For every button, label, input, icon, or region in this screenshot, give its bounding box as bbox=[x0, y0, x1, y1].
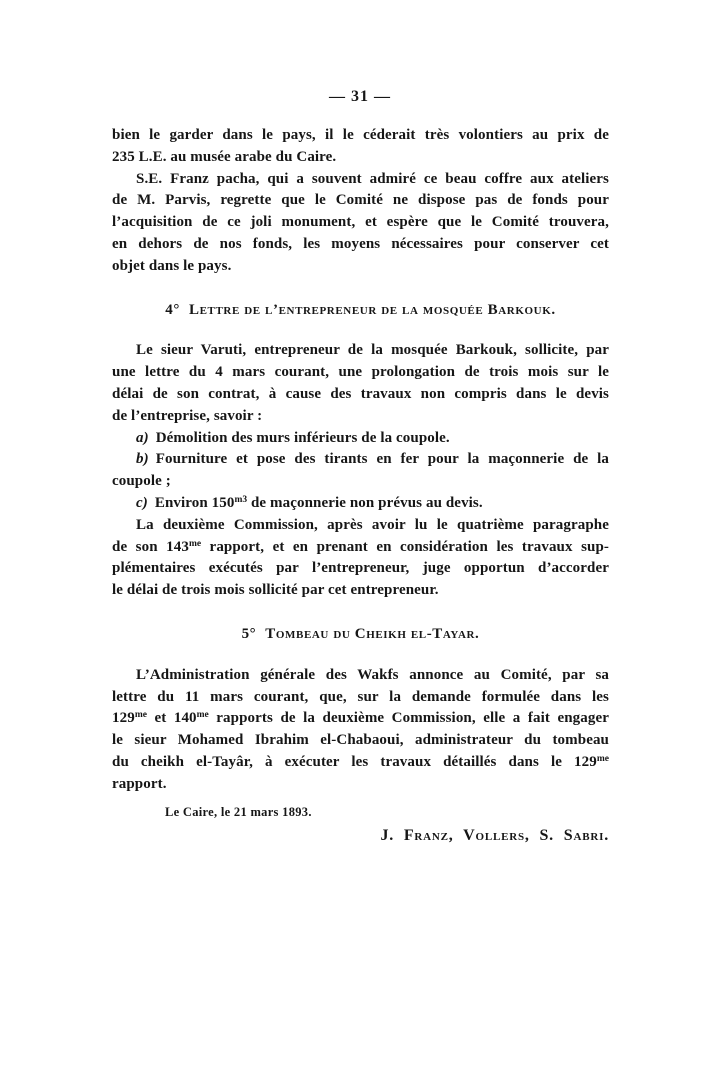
text-line: en dehors de nos fonds, les moyens nécessaires pour conserver cet bbox=[112, 235, 609, 252]
text-segment: rapport, et en prenant en considération les travaux sup- bbox=[201, 538, 609, 555]
text-line: bien le garder dans le pays, il le céderait très volontiers au prix de bbox=[112, 127, 609, 143]
text-segment: rapports de la deuxième Commission, elle a fait engager bbox=[208, 710, 609, 727]
text-line bbox=[112, 708, 609, 730]
text-segment: Fourniture et pose des tirants en fer pour la maçonnerie de la bbox=[155, 451, 609, 468]
superscript-ordinal: me bbox=[188, 538, 202, 549]
text-line: L’Administration générale des Wakfs annonce au Comité, par sa bbox=[136, 666, 609, 683]
section-number: 4° bbox=[165, 301, 180, 318]
superscript-unit: m3 bbox=[234, 494, 248, 505]
list-marker: c) bbox=[136, 494, 148, 511]
paragraph-franz-pacha bbox=[112, 169, 609, 278]
text-line: de l’entreprise, savoir : bbox=[112, 407, 263, 424]
section-title: Lettre de l’entrepreneur de la mosquée Barkouk. bbox=[188, 301, 556, 318]
text-line: délai de son contrat, à cause des travaux non compris dans le devis bbox=[112, 385, 609, 402]
paragraph-commission-decision bbox=[112, 515, 609, 602]
section-number: 5° bbox=[241, 625, 257, 642]
works-list bbox=[112, 428, 609, 515]
text-segment: de son 143 bbox=[112, 538, 189, 555]
list-item-c bbox=[112, 493, 609, 515]
paragraph-varuti-letter bbox=[112, 340, 609, 427]
signature-line: J. Franz, Vollers, S. Sabri. bbox=[380, 826, 609, 844]
text-line: La deuxième Commission, après avoir lu le quatrième paragraphe bbox=[136, 516, 609, 533]
text-segment: 129 bbox=[112, 710, 135, 727]
text-line: l’acquisition de ce joli monument, et espère que le Comité trouvera, bbox=[112, 214, 609, 231]
list-marker: b) bbox=[136, 451, 149, 468]
section-heading-4 bbox=[112, 300, 609, 322]
text-line: le délai de trois mois sollicité par cet entrepreneur. bbox=[112, 582, 439, 599]
text-line: de M. Parvis, regrette que le Comité ne dispose pas de fonds pour bbox=[112, 192, 609, 209]
text-segment: Démolition des murs inférieurs de la coupole. bbox=[155, 429, 450, 446]
text-line: rapport. bbox=[112, 775, 167, 792]
text-line: le sieur Mohamed Ibrahim el-Chabaoui, administrateur du tombeau bbox=[112, 732, 609, 749]
paragraph-coffer-price bbox=[112, 125, 609, 169]
text-line: 235 L.E. au musée arabe du Caire. bbox=[112, 148, 337, 165]
superscript-ordinal: me bbox=[596, 753, 609, 764]
list-item-a bbox=[112, 428, 609, 450]
text-line bbox=[112, 537, 609, 559]
list-item-b-continuation: coupole ; bbox=[112, 473, 171, 490]
text-column bbox=[112, 125, 609, 847]
text-line: Le sieur Varuti, entrepreneur de la mosquée Barkouk, sollicite, par bbox=[136, 342, 609, 359]
superscript-ordinal: me bbox=[134, 710, 147, 721]
text-line: plémentaires exécutés par l’entrepreneur, juge opportun d’accorder bbox=[112, 560, 609, 577]
paragraph-wakfs bbox=[112, 665, 609, 796]
text-line: objet dans le pays. bbox=[112, 257, 232, 274]
text-line: une lettre du 4 mars courant, une prolongation de trois mois sur le bbox=[112, 364, 609, 381]
text-line bbox=[112, 752, 609, 774]
text-line: S.E. Franz pacha, qui a souvent admiré ce beau coffre aux ateliers bbox=[136, 170, 609, 187]
text-segment: Environ 150 bbox=[154, 494, 235, 511]
text-segment: et 140 bbox=[146, 710, 197, 727]
section-heading-5 bbox=[112, 624, 609, 646]
list-item-b bbox=[112, 449, 609, 471]
list-marker: a) bbox=[136, 429, 149, 446]
date-line: Le Caire, le 21 mars 1893. bbox=[165, 804, 312, 819]
text-segment: du cheikh el-Tayâr, à exécuter les travaux détaillés dans le 129 bbox=[112, 753, 597, 770]
text-segment: de maçonnerie non prévus au devis. bbox=[247, 494, 483, 511]
section-title: Tombeau du Cheikh el-Tayar. bbox=[265, 625, 480, 642]
superscript-ordinal: me bbox=[196, 710, 209, 721]
text-line: lettre du 11 mars courant, que, sur la demande formulée dans les bbox=[112, 688, 609, 705]
page-number: — 31 — bbox=[329, 88, 391, 105]
